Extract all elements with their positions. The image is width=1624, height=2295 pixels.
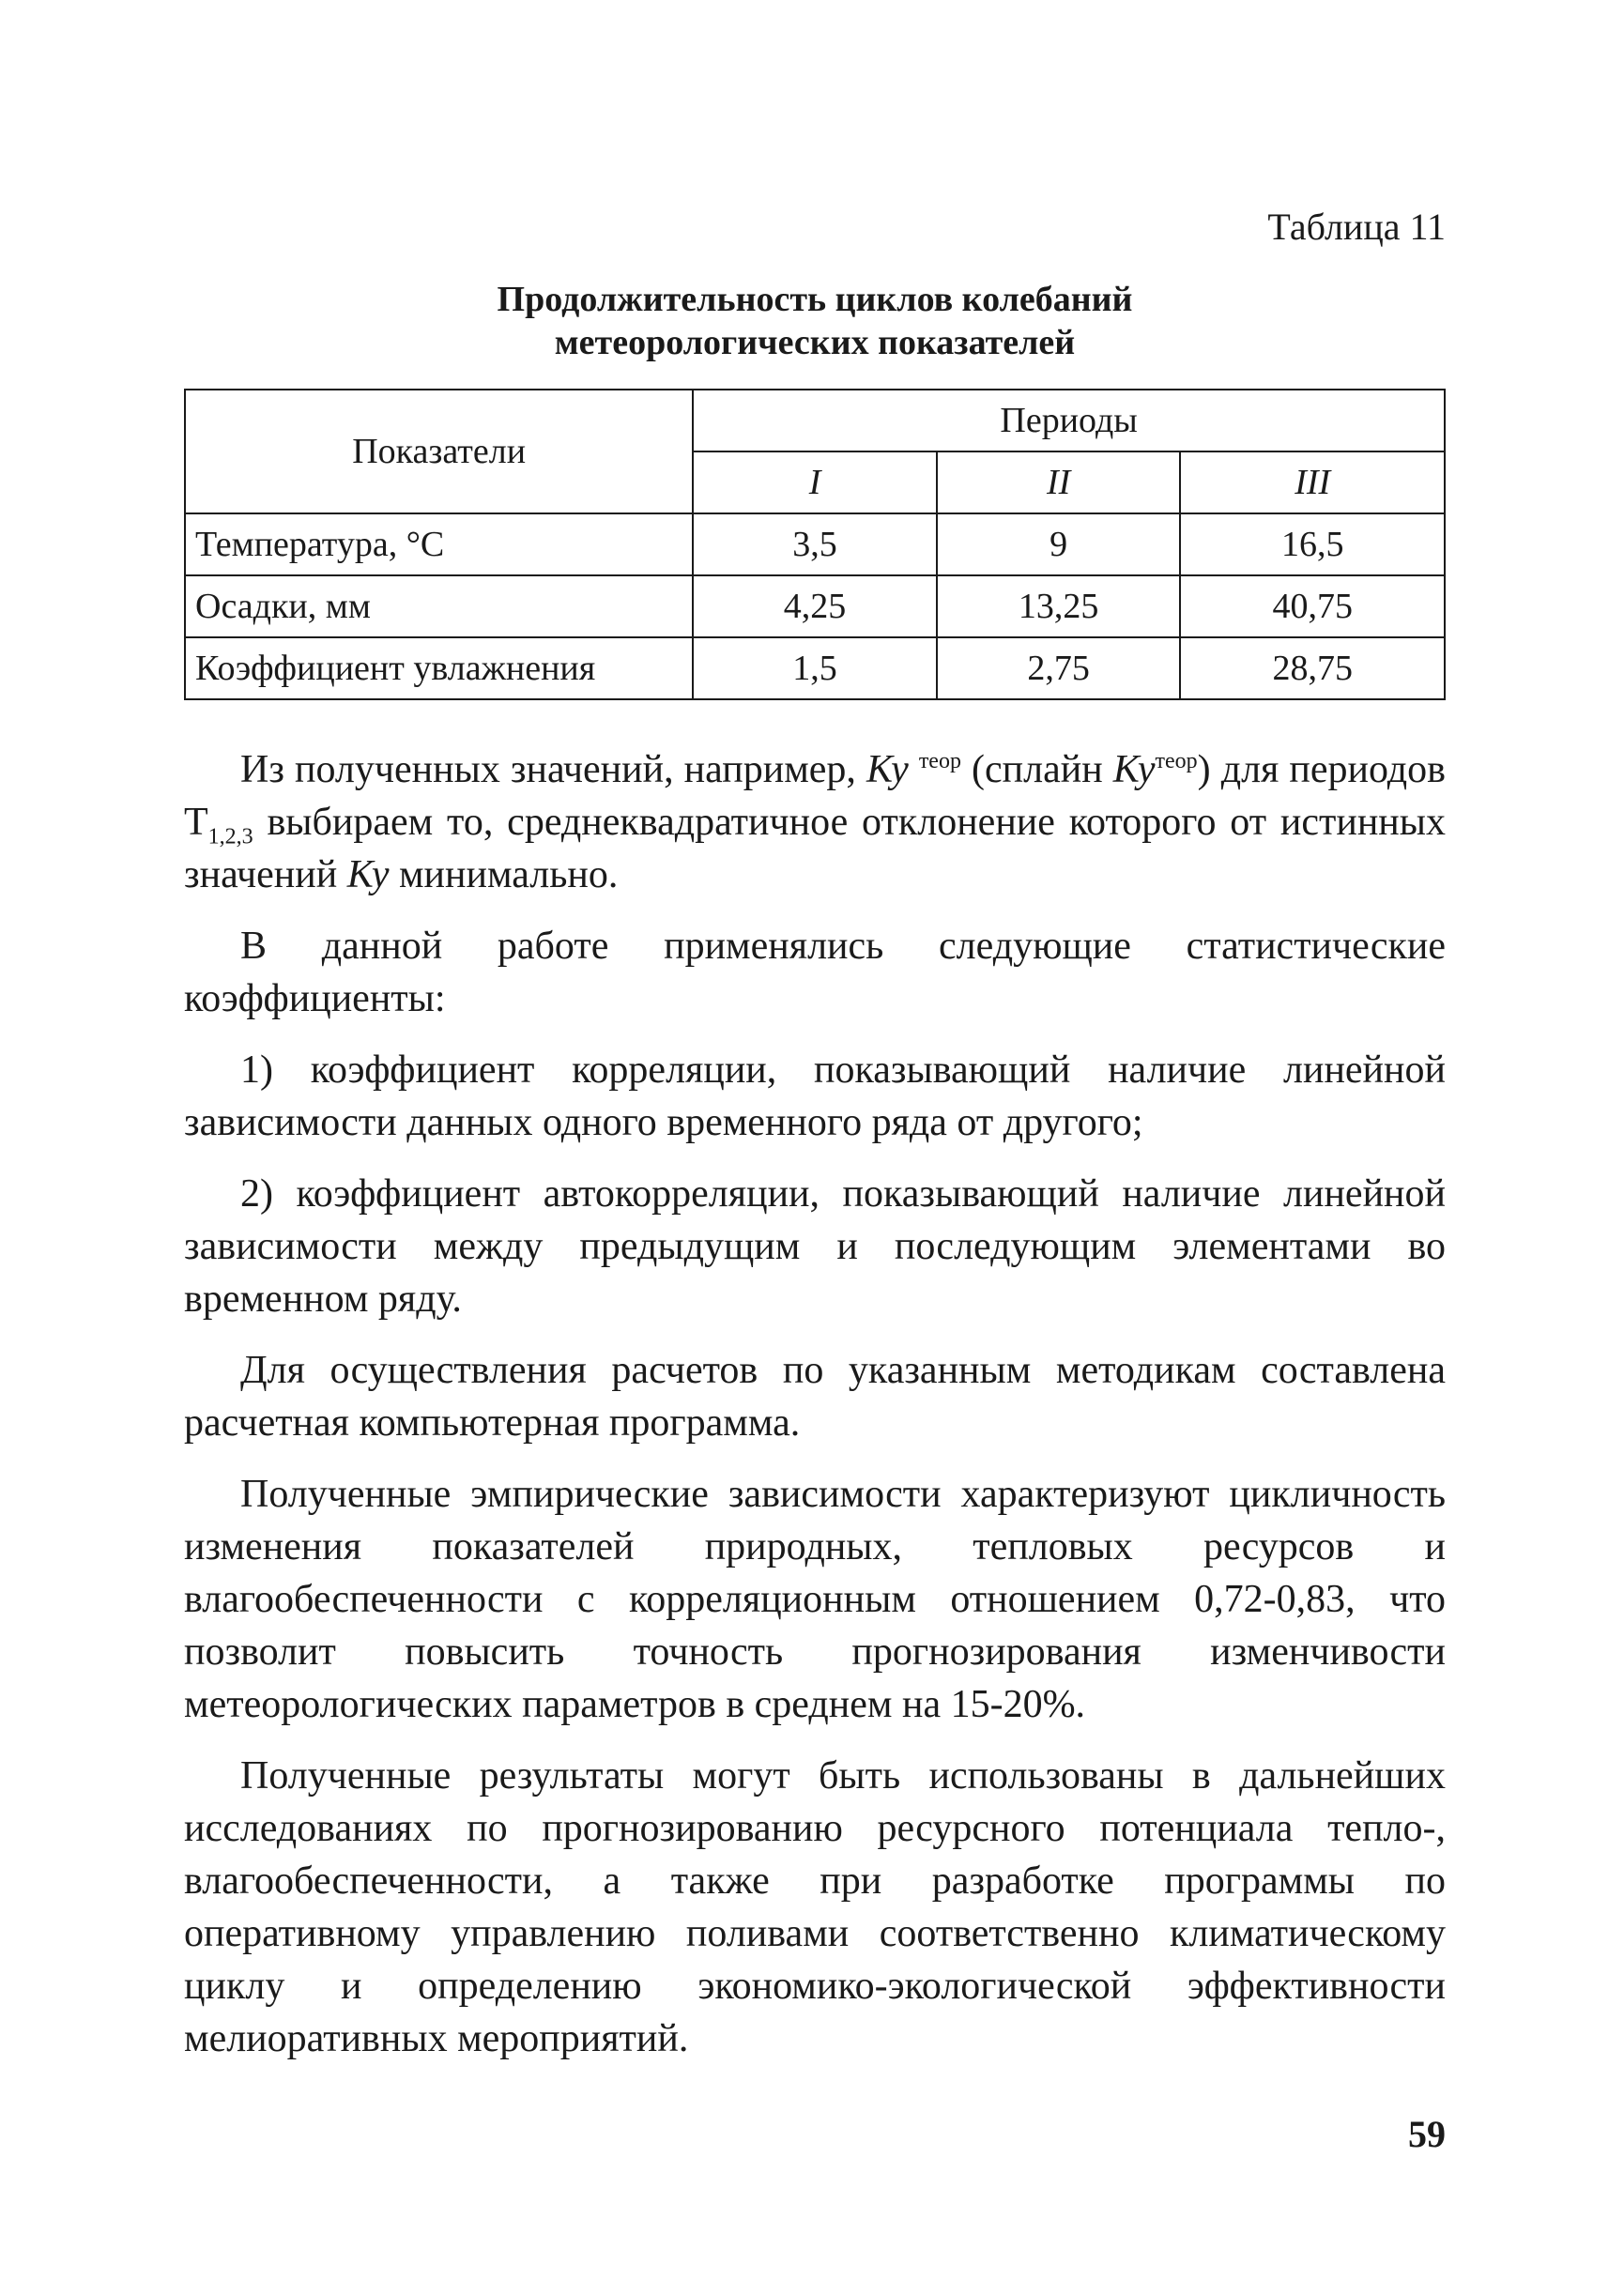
ky-symbol: Ку [866,748,909,791]
table-cell: 13,25 [937,575,1181,637]
header-periods: Периоды [693,390,1445,451]
table-cell: 16,5 [1180,513,1445,575]
table-cell: 1,5 [693,637,937,699]
header-period-3: III [1180,451,1445,513]
paragraph-2: В данной работе применялись следующие статистические коэффициенты: [184,925,1446,1020]
text-run: (сплайн [960,748,1113,791]
row-label: Температура, °С [185,513,693,575]
table-cell: 9 [937,513,1181,575]
header-period-2: II [937,451,1181,513]
paragraph-7: Полученные результаты могут быть использованы в дальнейших исследованиях по прогнозированию ресурсного потенциала тепло-, влагообеспеченности, а также при разработке программы по оперативному управлению поливами соответственно климатическому циклу и определению экономико-экологической эффективности мелиоративных мероприятий. [184,1754,1446,2060]
body-text [184,743,1446,2084]
table-title [184,278,1446,364]
text-run: выбираем то, среднеквадратичное отклонение которого от истинных значений [184,801,1446,896]
row-label: Коэффициент увлажнения [185,637,693,699]
header-period-1: I [693,451,937,513]
page-number: 59 [1408,2113,1446,2155]
ky-symbol: Ку [346,853,390,896]
table-title-line-1: Продолжительность циклов колебаний [497,280,1133,319]
table-label: Таблица 11 [1267,206,1446,248]
header-indicators: Показатели [185,390,693,513]
table-cell: 3,5 [693,513,937,575]
table-cell: 4,25 [693,575,937,637]
data-table [184,389,1446,700]
text-run: минимально. [389,853,619,896]
superscript-teor: теор [1155,749,1198,773]
paragraph-4: 2) коэффициент автокорреляции, показывающий наличие линейной зависимости между предыдущим и последующим элементами во временном ряду. [184,1172,1446,1321]
table-row [185,575,1445,637]
text-run: ) для периодов Т [184,748,1447,844]
paragraph-3: 1) коэффициент корреляции, показывающий наличие линейной зависимости данных одного временного ряда от другого; [184,1048,1446,1144]
table-row [185,513,1445,575]
superscript-teor: теор [918,749,961,773]
row-label: Осадки, мм [185,575,693,637]
subscript-periods: 1,2,3 [207,824,253,849]
table-title-line-2: метеорологических показателей [554,323,1076,362]
paragraph-5: Для осуществления расчетов по указанным методикам составлена расчетная компьютерная программа. [184,1349,1446,1445]
table-header-row [185,390,1445,451]
ky-symbol: Ку [1112,748,1156,791]
table-cell: 2,75 [937,637,1181,699]
text-run: Из полученных значений, например, [240,748,866,791]
paragraph-6: Полученные эмпирические зависимости характеризуют цикличность изменения показателей природных, тепловых ресурсов и влагообеспеченности с корреляционным отношением 0,72-0,83, что позволит повысить точность прогнозирования изменчивости метеорологических параметров в среднем на 15-20%. [184,1473,1446,1726]
paragraph-1 [184,743,1446,901]
table-cell: 40,75 [1180,575,1445,637]
table-cell: 28,75 [1180,637,1445,699]
table-row [185,637,1445,699]
